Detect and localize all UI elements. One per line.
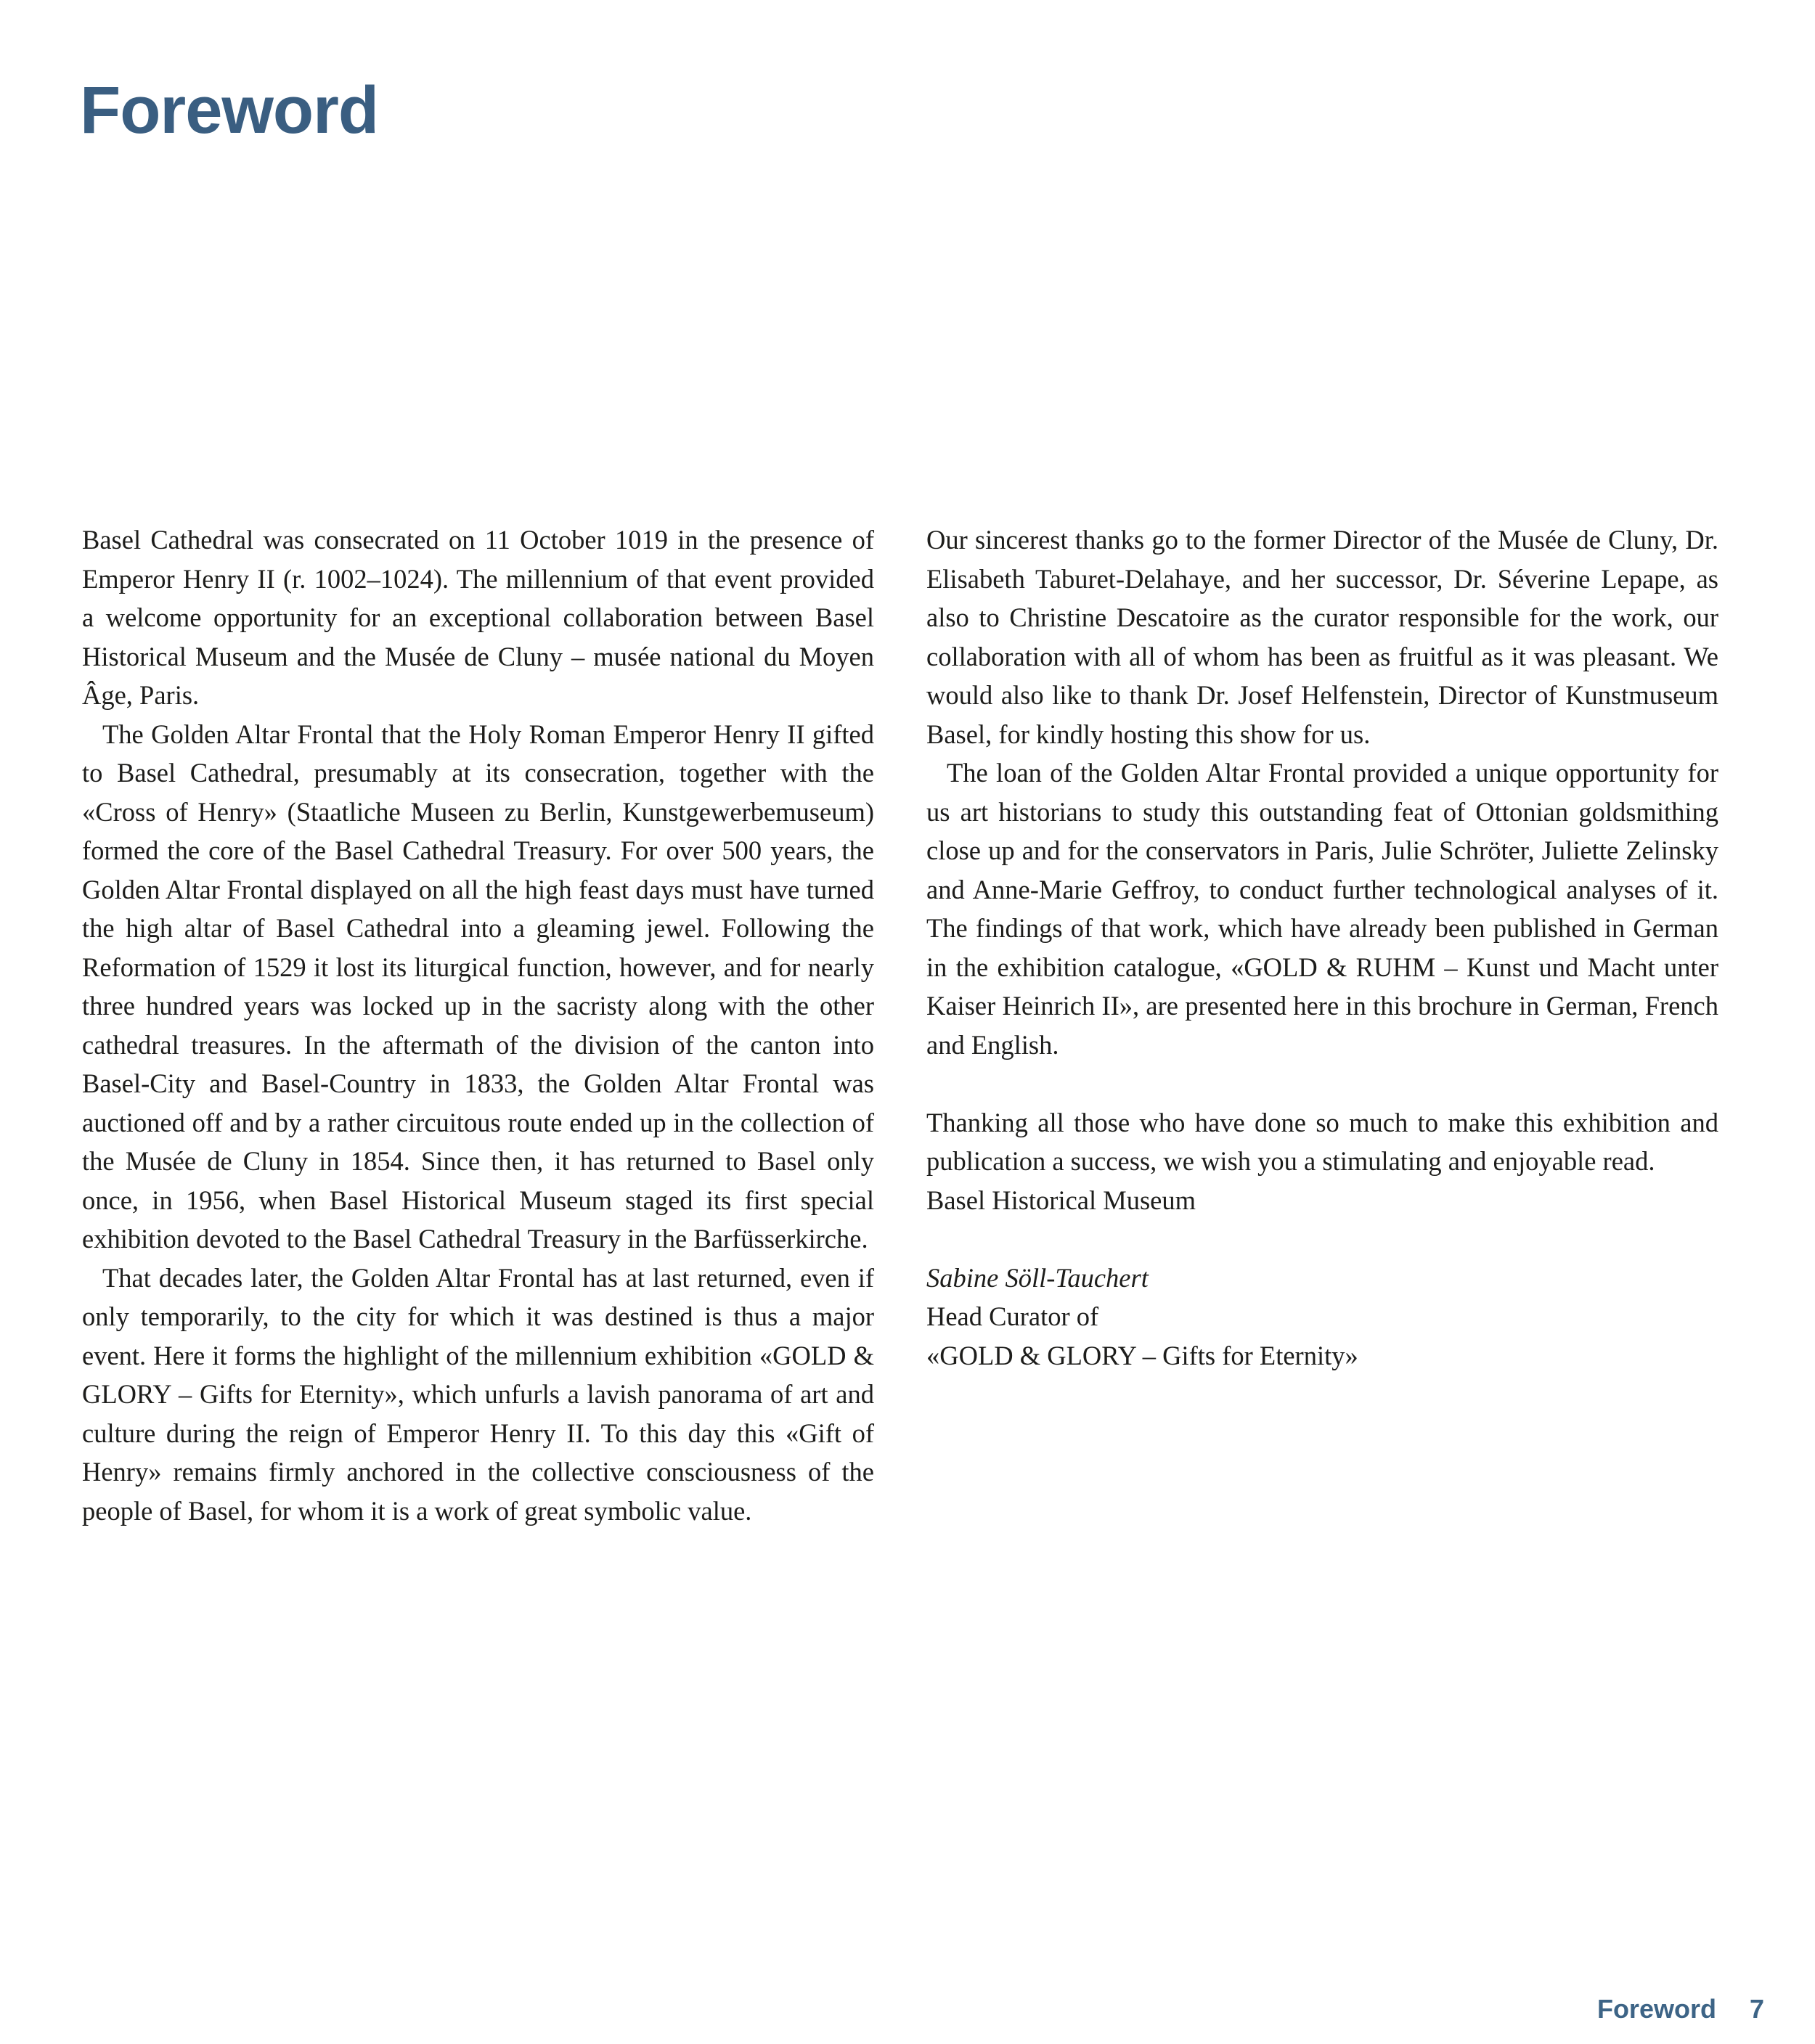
paragraph: Basel Cathedral was consecrated on 11 October 1019 in the presence of Emperor Henry II (r. 1002–1024). The millennium of that event provided a welcome opportunity for an exceptional collaboration between Basel Historical Museum and the Musée de Cluny – musée national du Moyen Âge, Paris. (82, 525, 874, 710)
footer-section-label: Foreword (1596, 1994, 1716, 2024)
footer-page-number: 7 (1749, 1994, 1764, 2024)
signature-exhibition: «GOLD & GLORY – Gifts for Eternity» (926, 1340, 1358, 1370)
paragraph: The Golden Altar Frontal that the Holy Roman Emperor Henry II gifted to Basel Cathedral, presumably at its consecration, together with the «Cross of Henry» (Staatliche Museen zu Berlin, Kunstgewerbemuseum) formed the core of the Basel Cathedral Treasury. For over 500 years, the Golden Altar Frontal displayed on all the high feast days must have turned the high altar of Basel Cathedral into a gleaming jewel. Following the Reformation of 1529 it lost its liturgical function, however, and for nearly three hundred years was locked up in the sacristy along with the other cathedral treasures. In the aftermath of the division of the canton into Basel-City and Basel-Country in 1833, the Golden Altar Frontal was auctioned off and by a rather circuitous route ended up in the collection of the Musée de Cluny in 1854. Since then, it has returned to Basel only once, in 1956, when Basel Historical Museum staged its first special exhibition devoted to the Basel Cathedral Treasury in the Barfüsserkirche. (82, 719, 874, 1254)
page-title: Foreword (80, 73, 379, 147)
signature-museum: Basel Historical Museum (926, 1185, 1196, 1215)
signature-block (926, 1259, 1718, 1375)
paragraph: That decades later, the Golden Altar Frontal has at last returned, even if only temporarily, to the city for which it was destined is thus a major event. Here it forms the highlight of the millennium exhibition «GOLD & GLORY – Gifts for Eternity», which unfurls a lavish panorama of art and culture during the reign of Emperor Henry II. To this day this «Gift of Henry» remains firmly anchored in the collective consciousness of the people of Basel, for whom it is a work of great symbolic value. (82, 1262, 874, 1526)
body-columns (82, 520, 1718, 1530)
signature-role: Head Curator of (926, 1301, 1099, 1331)
column-right (926, 520, 1718, 1530)
paragraph: The loan of the Golden Altar Frontal provided a unique opportunity for us art historians to study this outstanding feat of Ottonian goldsmithing close up and for the conservators in Paris, Julie Schröter, Juliette Zelinsky and Anne-Marie Geffroy, to conduct further technological analyses of it. The findings of that work, which have already been published in German in the exhibition catalogue, «GOLD & RUHM – Kunst und Macht unter Kaiser Heinrich II», are presented here in this brochure in German, French and English. (926, 758, 1718, 1060)
page-footer (1597, 1996, 1764, 2022)
paragraph: Thanking all those who have done so much to make this exhibition and publication a success, we wish you a stimulating and enjoyable read. (926, 1107, 1718, 1176)
column-left (82, 520, 874, 1530)
paragraph: Our sincerest thanks go to the former Director of the Musée de Cluny, Dr. Elisabeth Taburet-Delahaye, and her successor, Dr. Séverine Lepape, as also to Christine Descatoire as the curator responsible for the work, our collaboration with all of whom has been as fruitful as it was pleasant. We would also like to thank Dr. Josef Helfenstein, Director of Kunstmuseum Basel, for kindly hosting this show for us. (926, 525, 1718, 749)
signature-name: Sabine Söll-Tauchert (926, 1262, 1149, 1293)
